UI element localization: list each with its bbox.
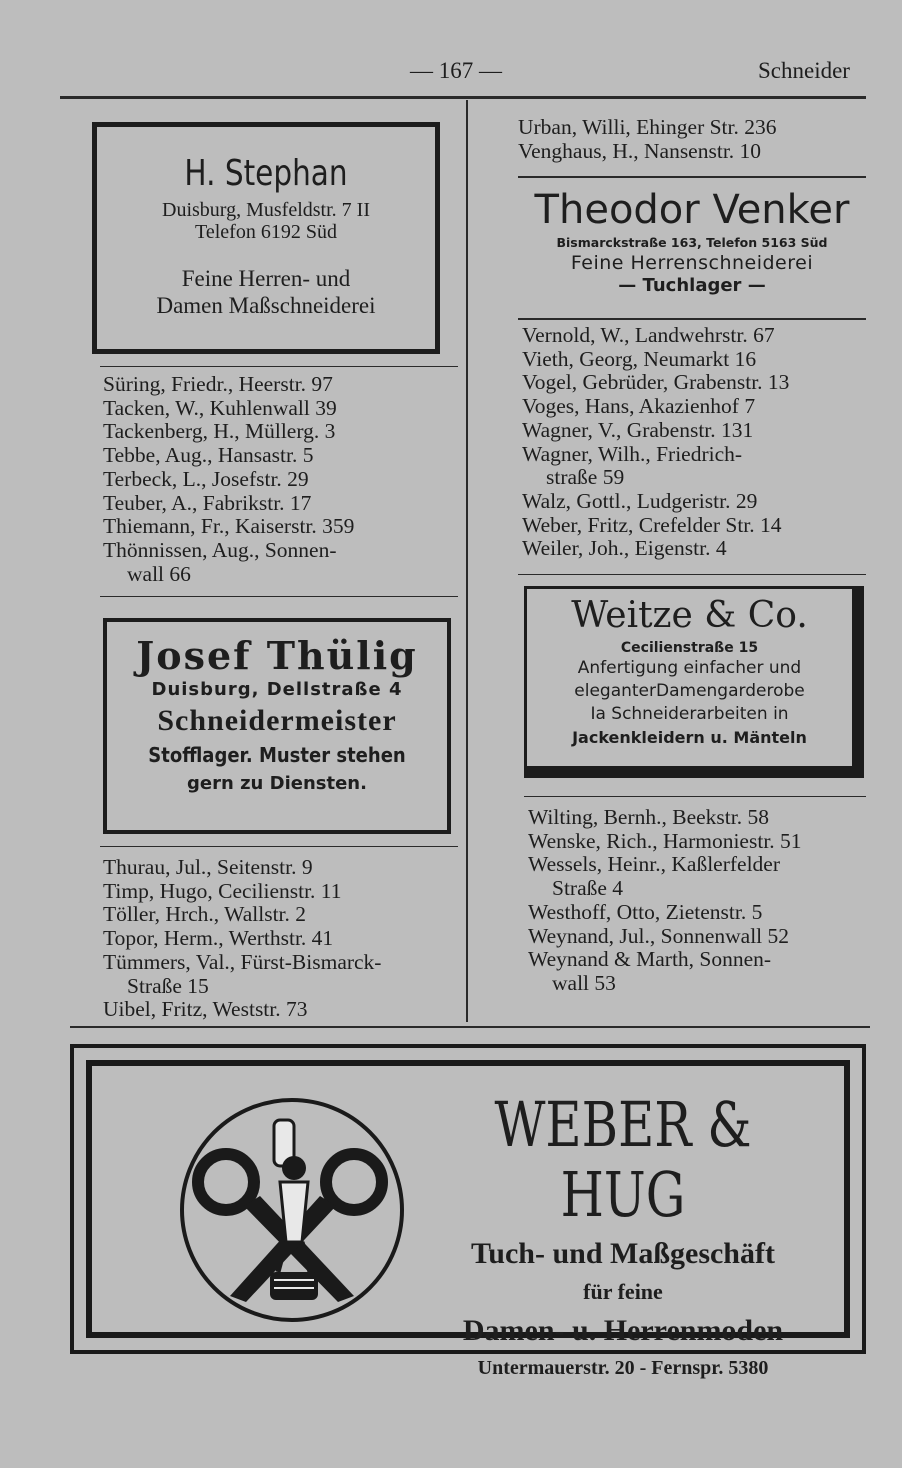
ad-weitze-line1: Anfertigung einfacher und: [577, 658, 802, 678]
rule-right-3: [518, 574, 866, 575]
ad-thuelig-name: Josef Thülig: [136, 633, 418, 678]
list-item: Westhoff, Otto, Zietenstr. 5: [528, 899, 763, 924]
ad-thuelig-line2: gern zu Diensten.: [187, 773, 367, 794]
ad-stephan: [92, 122, 440, 354]
rule-right-1: [518, 176, 866, 178]
list-item: Timp, Hugo, Cecilienstr. 11: [103, 878, 342, 903]
list-item: Weiler, Joh., Eigenstr. 4: [522, 536, 727, 561]
list-item: Tackenberg, H., Müllerg. 3: [103, 419, 336, 444]
page-number: — 167 —: [410, 58, 502, 83]
list-item: Urban, Willi, Ehinger Str. 236: [518, 115, 777, 139]
ad-weitze-name: Weitze & Co.: [571, 595, 808, 636]
list-item: wall 53: [552, 970, 616, 995]
list-item: Vogel, Gebrüder, Grabenstr. 13: [522, 370, 790, 395]
list-item: Topor, Herm., Werthstr. 41: [103, 926, 334, 951]
ad-weitze-line3: Ia Schneiderarbeiten in: [590, 704, 789, 724]
list-item: Voges, Hans, Akazienhof 7: [522, 394, 756, 419]
ad-weber-line4: Untermauerstr. 20 - Fernspr. 5380: [477, 1357, 769, 1379]
list-item: Weynand, Jul., Sonnenwall 52: [528, 923, 790, 948]
list-item: Venghaus, H., Nansenstr. 10: [518, 138, 762, 163]
list-item: Straße 15: [127, 973, 209, 998]
list-item: Wagner, V., Grabenstr. 131: [522, 417, 754, 442]
rule-bottom: [70, 1026, 870, 1028]
ad-weitze-address: Cecilienstraße 15: [620, 640, 759, 656]
ad-stephan-desc1: Feine Herren- und: [181, 266, 351, 291]
list-item: Walz, Gottl., Ludgeristr. 29: [522, 488, 758, 513]
entries-right-3: [528, 806, 802, 996]
section-title: Schneider: [758, 58, 850, 83]
list-item: Thiemann, Fr., Kaiserstr. 359: [103, 514, 355, 539]
rule-left-1: [100, 366, 458, 367]
list-item: Straße 4: [552, 876, 624, 901]
ad-venker-desc2: — Tuchlager —: [618, 275, 766, 296]
ad-weber-line1: Tuch- und Maßgeschäft: [471, 1237, 775, 1270]
entries-left-1: [103, 373, 354, 586]
entries-left-2: [103, 856, 381, 1022]
ad-stephan-desc2: Damen Maßschneiderei: [156, 293, 376, 318]
list-item: Töller, Hrch., Wallstr. 2: [103, 902, 307, 927]
ad-weitze: [524, 586, 864, 778]
ad-venker-name: Theodor Venker: [534, 187, 850, 233]
rule-left-3: [100, 846, 458, 847]
list-item: Uibel, Fritz, Weststr. 73: [103, 997, 308, 1022]
list-item: Teuber, A., Fabrikstr. 17: [103, 490, 312, 515]
ad-stephan-phone: Telefon 6192 Süd: [195, 221, 337, 243]
rule-left-2: [100, 596, 458, 597]
ad-thuelig-trade: Schneidermeister: [157, 704, 397, 737]
ad-stephan-address: Duisburg, Musfeldstr. 7 II: [162, 199, 370, 221]
ad-weber-line2: für feine: [583, 1279, 663, 1304]
ad-venker-address: Bismarckstraße 163, Telefon 5163 Süd: [556, 235, 828, 250]
list-item: Vieth, Georg, Neumarkt 16: [522, 346, 757, 371]
list-item: Tümmers, Val., Fürst-Bismarck-: [103, 949, 382, 974]
ad-weber-hug: [70, 1044, 866, 1379]
ad-thuelig-address: Duisburg, Dellstraße 4: [151, 679, 403, 700]
list-item: Terbeck, L., Josefstr. 29: [103, 466, 309, 491]
column-divider: [466, 100, 468, 1022]
entries-right-2: [522, 324, 789, 561]
ad-thuelig-line1: Stofflager. Muster stehen: [148, 743, 406, 767]
list-item: Süring, Friedr., Heerstr. 97: [103, 372, 333, 396]
list-item: wall 66: [127, 561, 191, 586]
rule-right-4: [524, 796, 866, 797]
ad-weber-text: [388, 1090, 858, 1384]
list-item: Weber, Fritz, Crefelder Str. 14: [522, 512, 782, 537]
ad-weber-line3: Damen- u. Herrenmoden: [462, 1314, 784, 1347]
list-item: Thurau, Jul., Seitenstr. 9: [103, 855, 313, 879]
list-item: straße 59: [546, 465, 625, 490]
list-item: Vernold, W., Landwehrstr. 67: [522, 323, 775, 347]
ad-venker: [516, 186, 868, 298]
scissors-tailor-icon: [178, 1096, 406, 1324]
ad-stephan-name: H. Stephan: [184, 153, 348, 194]
ad-weitze-line2: eleganterDamengarderobe: [574, 681, 805, 701]
list-item: Tacken, W., Kuhlenwall 39: [103, 395, 337, 420]
header-rule: [60, 96, 866, 99]
list-item: Wagner, Wilh., Friedrich-: [522, 441, 743, 466]
list-item: Thönnissen, Aug., Sonnen-: [103, 537, 337, 562]
list-item: Wessels, Heinr., Kaßlerfelder: [528, 852, 780, 877]
list-item: Weynand & Marth, Sonnen-: [528, 947, 772, 972]
list-item: Tebbe, Aug., Hansastr. 5: [103, 443, 314, 468]
ad-weitze-line4: Jackenkleidern u. Mänteln: [572, 728, 807, 747]
ad-thuelig: [103, 618, 451, 834]
list-item: Wenske, Rich., Harmoniestr. 51: [528, 828, 802, 853]
entries-right-1: [518, 116, 777, 163]
rule-right-2: [518, 318, 866, 320]
ad-weber-name: WEBER & HUG: [494, 1088, 752, 1231]
list-item: Wilting, Bernh., Beekstr. 58: [528, 805, 769, 829]
ad-venker-desc1: Feine Herrenschneiderei: [570, 252, 814, 274]
